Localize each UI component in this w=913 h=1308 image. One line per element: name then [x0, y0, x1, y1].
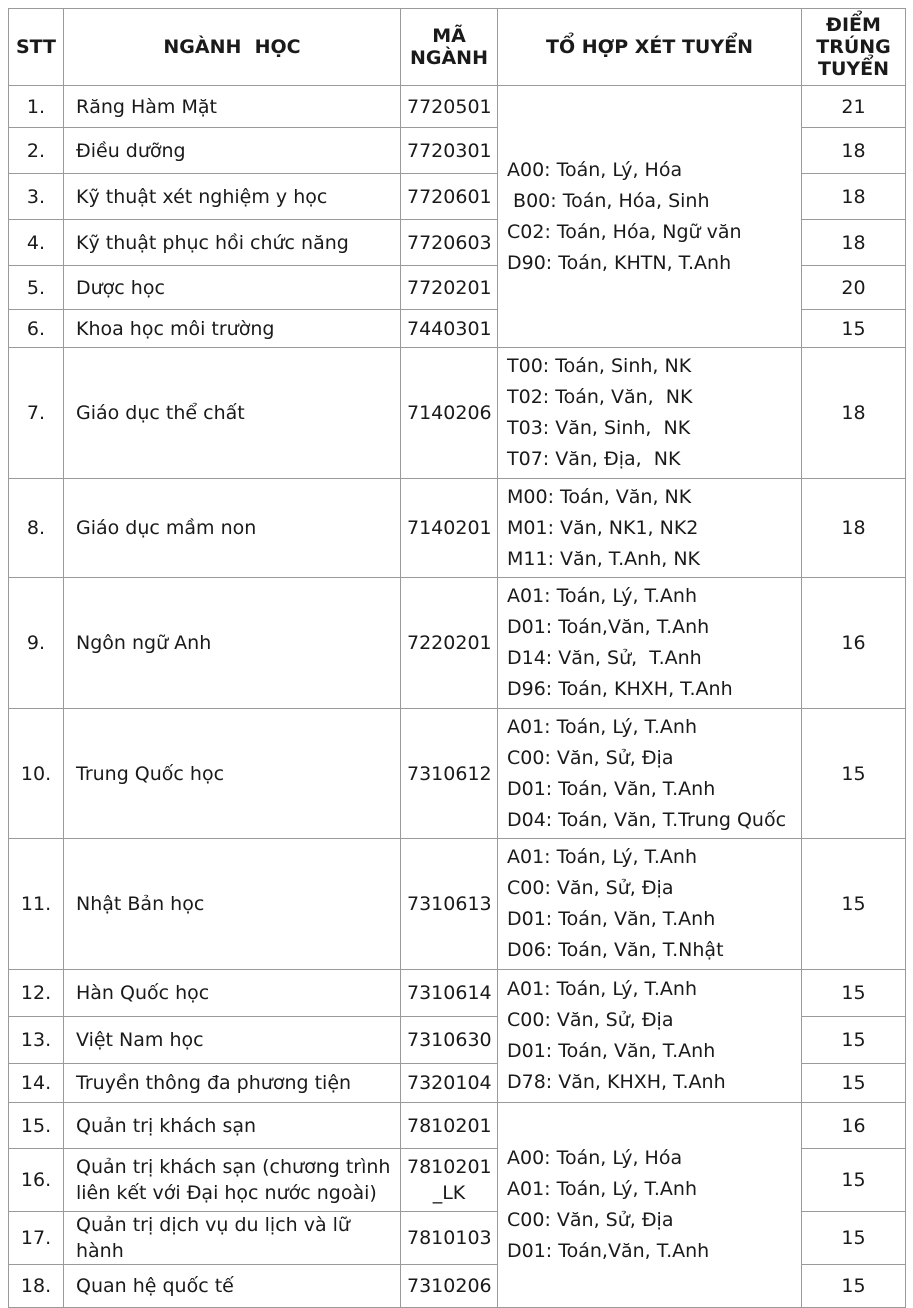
row-stt: 16.	[9, 1149, 64, 1212]
row-major-line2: liên kết với Đại học nước ngoài)	[76, 1182, 377, 1204]
row-score: 15	[802, 1149, 906, 1212]
row-code: 7140206	[401, 348, 498, 479]
row-code-line2: _LK	[432, 1182, 466, 1204]
row-stt: 14.	[9, 1064, 64, 1103]
row-score: 15	[802, 709, 906, 839]
row-stt: 10.	[9, 709, 64, 839]
combination-group-2	[498, 348, 802, 479]
row-code-line1: 7810201	[407, 1156, 492, 1178]
row-stt: 2.	[9, 128, 64, 174]
header-score	[802, 9, 906, 86]
combination-line: A01: Toán, Lý, T.Anh	[507, 585, 698, 607]
row-stt: 13.	[9, 1017, 64, 1064]
row-stt: 17.	[9, 1212, 64, 1265]
row-major: Quản trị dịch vụ du lịch và lữ hành	[64, 1212, 401, 1265]
combination-line: C00: Văn, Sử, Địa	[507, 1209, 674, 1231]
header-score-line2: TRÚNG	[816, 36, 891, 58]
row-stt: 5.	[9, 266, 64, 310]
combination-line: M00: Toán, Văn, NK	[507, 485, 692, 508]
row-code: 7310612	[401, 709, 498, 839]
row-major: Khoa học môi trường	[64, 310, 401, 348]
row-major: Giáo dục mầm non	[64, 479, 401, 578]
combination-line: D04: Toán, Văn, T.Trung Quốc	[507, 808, 787, 831]
row-major: Truyền thông đa phương tiện	[64, 1064, 401, 1103]
combination-line: C02: Toán, Hóa, Ngữ văn	[507, 220, 742, 243]
header-major: NGÀNH HỌC	[64, 9, 401, 86]
row-stt: 1.	[9, 86, 64, 128]
row-code: 7720603	[401, 220, 498, 266]
combination-line: D01: Toán, Văn, T.Anh	[507, 777, 716, 800]
combination-line: T00: Toán, Sinh, NK	[507, 355, 692, 377]
combination-line: D01: Toán, Văn, T.Anh	[507, 1040, 716, 1062]
combination-line: B00: Toán, Hóa, Sinh	[507, 189, 710, 212]
row-code	[401, 1149, 498, 1212]
combination-line: T07: Văn, Địa, NK	[507, 448, 681, 470]
row-major: Giáo dục thể chất	[64, 348, 401, 479]
row-major: Trung Quốc học	[64, 709, 401, 839]
row-stt: 15.	[9, 1103, 64, 1149]
row-score: 18	[802, 128, 906, 174]
row-score: 15	[802, 1017, 906, 1064]
header-score-line3: TUYỂN	[817, 58, 890, 80]
row-code: 7720601	[401, 174, 498, 220]
row-major: Việt Nam học	[64, 1017, 401, 1064]
row-score: 18	[802, 479, 906, 578]
row-score: 15	[802, 1064, 906, 1103]
combination-line: T02: Toán, Văn, NK	[507, 386, 693, 408]
combination-group-7	[498, 970, 802, 1103]
combination-group-8	[498, 1103, 802, 1308]
header-stt: STT	[9, 9, 64, 86]
header-row	[9, 9, 906, 86]
row-code: 7310206	[401, 1265, 498, 1308]
combination-line: A01: Toán, Lý, T.Anh	[507, 1178, 698, 1200]
row-code: 7140201	[401, 479, 498, 578]
row-code: 7720501	[401, 86, 498, 128]
row-major	[64, 1149, 401, 1212]
combination-line: D06: Toán, Văn, T.Nhật	[507, 939, 724, 961]
row-code: 7310614	[401, 970, 498, 1017]
combination-line: A00: Toán, Lý, Hóa	[507, 1147, 683, 1169]
row-score: 15	[802, 839, 906, 970]
header-code-line1: MÃ	[432, 25, 466, 47]
header-code-line2: NGÀNH	[409, 47, 488, 69]
row-code: 7720301	[401, 128, 498, 174]
combination-group-3	[498, 479, 802, 578]
row-score: 21	[802, 86, 906, 128]
combination-group-1	[498, 86, 802, 348]
header-code	[401, 9, 498, 86]
row-code: 7220201	[401, 578, 498, 709]
combination-line: D96: Toán, KHXH, T.Anh	[507, 678, 733, 700]
combination-line: D01: Toán,Văn, T.Anh	[507, 1240, 710, 1262]
table-row	[9, 479, 906, 578]
row-score: 16	[802, 1103, 906, 1149]
row-score: 20	[802, 266, 906, 310]
row-code: 7720201	[401, 266, 498, 310]
combination-group-5	[498, 709, 802, 839]
row-major: Quản trị khách sạn	[64, 1103, 401, 1149]
combination-line: D90: Toán, KHTN, T.Anh	[507, 251, 732, 274]
table-row	[9, 1103, 906, 1149]
table-row	[9, 86, 906, 128]
combination-group-6	[498, 839, 802, 970]
combination-line: A01: Toán, Lý, T.Anh	[507, 846, 698, 868]
row-score: 15	[802, 970, 906, 1017]
row-code: 7810201	[401, 1103, 498, 1149]
combination-group-4	[498, 578, 802, 709]
combination-line: M11: Văn, T.Anh, NK	[507, 547, 700, 570]
combination-line: M01: Văn, NK1, NK2	[507, 516, 699, 539]
row-score: 15	[802, 1212, 906, 1265]
row-stt: 3.	[9, 174, 64, 220]
combination-line: A01: Toán, Lý, T.Anh	[507, 715, 698, 738]
row-score: 16	[802, 578, 906, 709]
row-major: Nhật Bản học	[64, 839, 401, 970]
row-code: 7310630	[401, 1017, 498, 1064]
header-score-line1: ĐIỂM	[826, 14, 881, 36]
table-row	[9, 970, 906, 1017]
row-stt: 6.	[9, 310, 64, 348]
row-code: 7440301	[401, 310, 498, 348]
combination-line: C00: Văn, Sử, Địa	[507, 877, 674, 899]
row-major: Kỹ thuật xét nghiệm y học	[64, 174, 401, 220]
combination-line: A01: Toán, Lý, T.Anh	[507, 978, 698, 1000]
row-stt: 9.	[9, 578, 64, 709]
row-major: Răng Hàm Mặt	[64, 86, 401, 128]
row-major: Điều dưỡng	[64, 128, 401, 174]
row-score: 15	[802, 310, 906, 348]
row-stt: 12.	[9, 970, 64, 1017]
row-major: Hàn Quốc học	[64, 970, 401, 1017]
admission-scores-table	[8, 8, 906, 1308]
row-major: Quan hệ quốc tế	[64, 1265, 401, 1308]
combination-line: T03: Văn, Sinh, NK	[507, 417, 691, 439]
combination-line: D14: Văn, Sử, T.Anh	[507, 647, 702, 669]
combination-line: C00: Văn, Sử, Địa	[507, 1009, 674, 1031]
table-row	[9, 578, 906, 709]
row-score: 15	[802, 1265, 906, 1308]
table-row	[9, 709, 906, 839]
row-score: 18	[802, 220, 906, 266]
row-code: 7810103	[401, 1212, 498, 1265]
row-stt: 11.	[9, 839, 64, 970]
row-major: Dược học	[64, 266, 401, 310]
row-score: 18	[802, 174, 906, 220]
row-code: 7310613	[401, 839, 498, 970]
header-combination: TỔ HỢP XÉT TUYỂN	[498, 9, 802, 86]
row-major-line1: Quản trị khách sạn (chương trình	[76, 1156, 391, 1178]
combination-line: A00: Toán, Lý, Hóa	[507, 158, 683, 181]
combination-line: C00: Văn, Sử, Địa	[507, 746, 674, 769]
combination-line: D78: Văn, KHXH, T.Anh	[507, 1071, 726, 1093]
row-major: Ngôn ngữ Anh	[64, 578, 401, 709]
row-stt: 18.	[9, 1265, 64, 1308]
row-score: 18	[802, 348, 906, 479]
row-stt: 4.	[9, 220, 64, 266]
table-row	[9, 839, 906, 970]
row-stt: 7.	[9, 348, 64, 479]
combination-line: D01: Toán,Văn, T.Anh	[507, 616, 710, 638]
row-stt: 8.	[9, 479, 64, 578]
row-major: Kỹ thuật phục hồi chức năng	[64, 220, 401, 266]
table-row	[9, 348, 906, 479]
row-code: 7320104	[401, 1064, 498, 1103]
combination-line: D01: Toán, Văn, T.Anh	[507, 908, 716, 930]
